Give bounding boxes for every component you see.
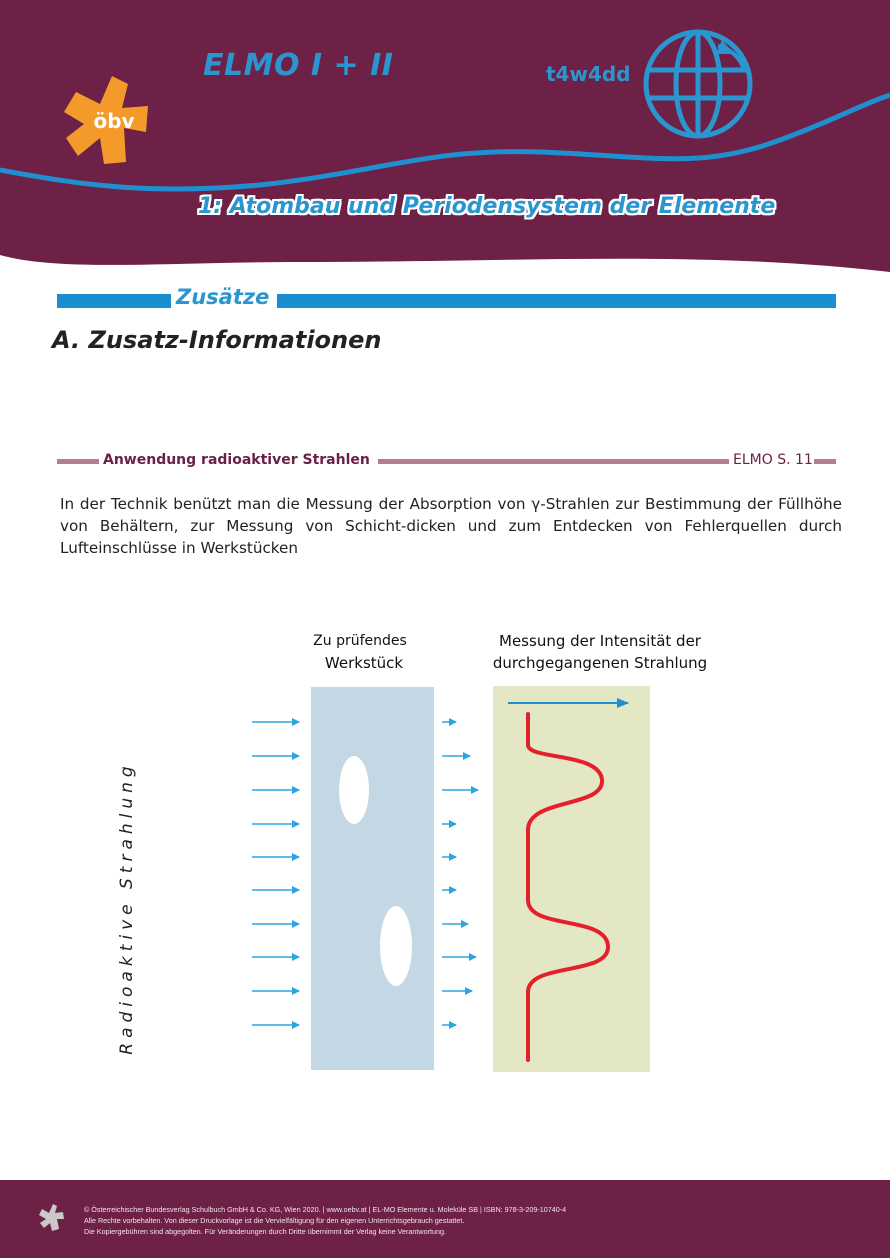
footer-logo-icon [38,1202,68,1234]
workpiece-label [300,630,420,674]
body-paragraph: In der Technik benützt man die Messung der Absorption von γ-Strahlen zur Bestimmung der Füllhöhe von Behältern, zur Messung von Schicht-dicken und zum Entdecken von Fehlerquellen durch Lufteinschlüsse in Werkstücken [60,495,842,557]
incoming-rays [252,722,299,1025]
footer-line3: Die Kopiergebühren sind abgegolten. Für Veränderungen durch Dritte übernimmt der Verlag keine Verantwortung. [84,1227,446,1236]
air-inclusion-1 [339,756,369,824]
section-title: Zusätze [176,285,270,309]
page-reference: ELMO S. 11 [733,452,813,468]
measurement-label-line2: durchgegangenen Strahlung [492,654,708,672]
workpiece [311,687,434,1070]
chapter-title: 1: Atombau und Periodensystem der Elemente [198,194,776,219]
logo-text: öbv [93,109,135,133]
footer-text [84,1204,566,1237]
footer-line1: © Österreichischer Bundesverlag Schulbuch GmbH & Co. KG, Wien 2020. | www.oebv.at | EL-MO Elemente u. Moleküle SB | ISBN: 978-3-209-10740-4 [84,1205,567,1214]
footer-line2: Alle Rechte vorbehalten. Von dieser Druckvorlage ist die Vervielfältigung für den eigenen Unterrichtsgebrauch gestattet. [84,1216,465,1225]
subsection-title: Anwendung radioaktiver Strahlen [103,452,370,468]
main-heading: A. Zusatz-Informationen [52,326,382,354]
series-title: ELMO I + II [203,48,394,83]
air-inclusion-2 [380,906,412,986]
workpiece-label-line2: Werkstück [324,654,404,672]
workpiece-label-line1: Zu prüfendes [313,633,407,649]
measurement-label-line1: Messung der Intensität der [499,632,701,650]
detector-panel [493,686,650,1072]
radiation-label: Radioaktive Strahlung [117,761,137,1055]
measurement-label [470,630,730,674]
transmitted-rays [442,722,478,1025]
online-code: t4w4dd [546,62,631,86]
